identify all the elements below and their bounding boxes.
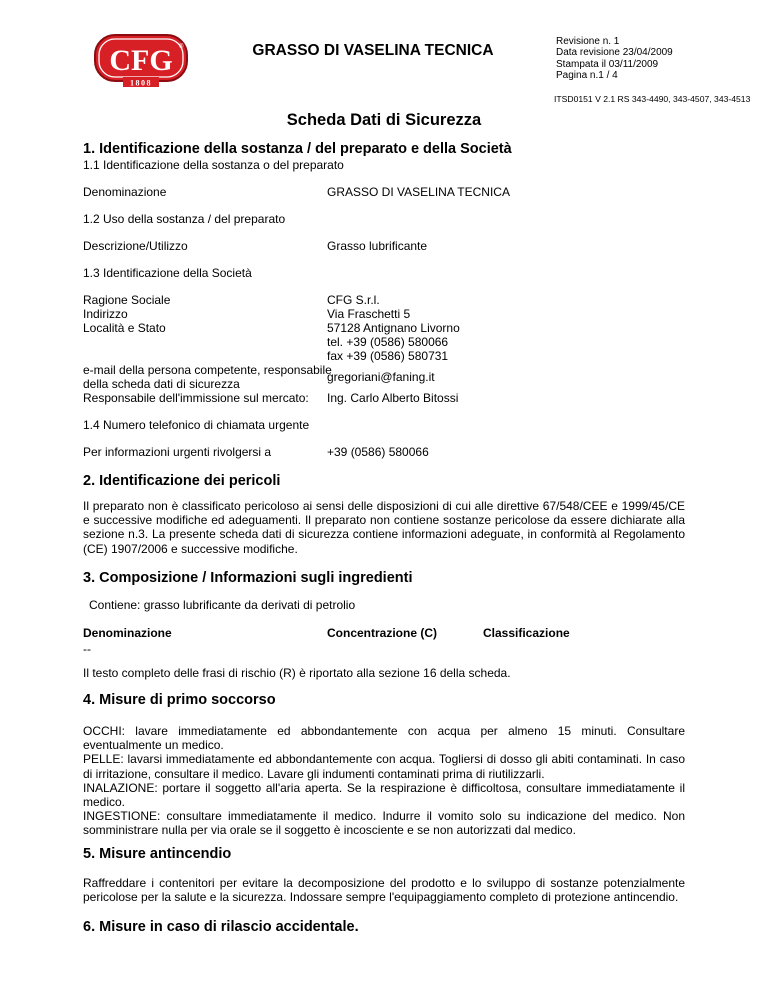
first-aid-inhalation: INALAZIONE: portare il soggetto all'aria aperta. Se la respirazione è difficoltosa, consultare immediatamente il medico. xyxy=(83,780,685,810)
section-3-heading: 3. Composizione / Informazioni sugli ingredienti xyxy=(83,570,413,586)
email-label xyxy=(83,363,332,405)
subsection-1-2: 1.2 Uso della sostanza / del preparato xyxy=(83,212,286,226)
print-date: Stampata il 03/11/2009 xyxy=(556,58,659,70)
section-6-heading: 6. Misure in caso di rilascio accidentale. xyxy=(83,919,359,935)
uso-value: Grasso lubrificante xyxy=(327,239,428,253)
urgent-phone: +39 (0586) 580066 xyxy=(327,445,429,459)
first-aid-eyes: OCCHI: lavare immediatamente ed abbondantemente con acqua per almeno 15 minuti. Consultare eventualmente un medico. xyxy=(83,724,685,753)
email-label-line-2: della scheda dati di sicurezza xyxy=(83,377,240,391)
company-location: 57128 Antignano Livorno xyxy=(327,321,460,335)
company-location-label: Località e Stato xyxy=(83,321,166,335)
first-aid-skin: PELLE: lavarsi immediatamente ed abbondantemente con acqua. Togliersi di dosso gli abiti contaminati. In caso di irritazione, consultare il medico. Lavare gli indumenti contaminati prima di riutilizzarli. xyxy=(83,752,685,781)
email-value: gregoriani@faning.it xyxy=(327,370,435,384)
subsection-1-4: 1.4 Numero telefonico di chiamata urgente xyxy=(83,418,310,432)
col-denominazione: Denominazione xyxy=(83,626,172,640)
company-address-label: Indirizzo xyxy=(83,307,128,321)
company-values xyxy=(327,293,460,363)
section-1-heading: 1. Identificazione della sostanza / del preparato e della Società xyxy=(83,141,512,157)
document-code: ITSD0151 V 2.1 RS 343-4490, 343-4507, 343-4513 xyxy=(554,94,751,104)
section-4-heading: 4. Misure di primo soccorso xyxy=(83,692,276,708)
first-aid-ingestion: INGESTIONE: consultare immediatamente il medico. Indurre il vomito solo su indicazione del medico. Non somministrare nulla per via orale se il soggetto è incosciente e se non autorizzati dal medico. xyxy=(83,809,685,838)
denominazione-value: GRASSO DI VASELINA TECNICA xyxy=(327,185,510,199)
revision-date: Data revisione 23/04/2009 xyxy=(556,47,673,59)
company-name: CFG S.r.l. xyxy=(327,293,380,307)
company-fax: fax +39 (0586) 580731 xyxy=(327,349,449,363)
svg-text:®: ® xyxy=(179,44,184,50)
col-concentrazione: Concentrazione (C) xyxy=(327,626,438,640)
section-2-heading: 2. Identificazione dei pericoli xyxy=(83,473,281,489)
first-aid-text xyxy=(83,724,685,838)
company-name-label: Ragione Sociale xyxy=(83,293,171,307)
subsection-1-1: 1.1 Identificazione della sostanza o del preparato xyxy=(83,158,344,172)
denominazione-label: Denominazione xyxy=(83,185,167,199)
company-address: Via Fraschetti 5 xyxy=(327,307,411,321)
logo-text: CFG xyxy=(109,44,173,77)
responsible-value: Ing. Carlo Alberto Bitossi xyxy=(327,391,459,405)
revision-info xyxy=(556,36,673,82)
contains-text: Contiene: grasso lubrificante da derivati di petrolio xyxy=(89,598,356,612)
email-label-line-1: e-mail della persona competente, responsabile xyxy=(83,363,332,377)
subsection-1-3: 1.3 Identificazione della Società xyxy=(83,266,252,280)
revision-number: Revisione n. 1 xyxy=(556,36,620,47)
section-2-text: Il preparato non è classificato pericoloso ai sensi delle disposizioni di cui alle direttive 67/548/CEE e 1999/45/CE e successive modifiche ed adeguamenti. Il preparato non contiene sostanze pericolose da essere dichiarate alla sezione n.3. La presente scheda dati di sicurezza contiene informazioni adeguate, in conformità al Regolamento (CE) 1907/2006 e successive modifiche. xyxy=(83,499,685,556)
urgent-label: Per informazioni urgenti rivolgersi a xyxy=(83,445,272,459)
section-5-text: Raffreddare i contenitori per evitare la decomposizione del prodotto e lo sviluppo di sostanze potenzialmente pericolose per la salute e la sicurezza. Indossare sempre l'equipaggiamento completo di protezione antincendio. xyxy=(83,876,685,905)
company-phone: tel. +39 (0586) 580066 xyxy=(327,335,449,349)
risk-phrases-note: Il testo completo delle frasi di rischio (R) è riportato alla sezione 16 della scheda. xyxy=(83,666,511,680)
section-5-heading: 5. Misure antincendio xyxy=(83,846,232,862)
logo-year: 1808 xyxy=(130,78,152,88)
header-title: GRASSO DI VASELINA TECNICA xyxy=(252,42,494,59)
cfg-logo xyxy=(93,33,189,89)
page-title: Scheda Dati di Sicurezza xyxy=(286,111,482,129)
responsible-label: Responsabile dell'immissione sul mercato: xyxy=(83,391,309,405)
company-labels xyxy=(83,293,170,335)
ingredient-placeholder: -- xyxy=(83,642,91,656)
page-number: Pagina n.1 / 4 xyxy=(556,70,618,82)
col-classificazione: Classificazione xyxy=(483,626,570,640)
uso-label: Descrizione/Utilizzo xyxy=(83,239,188,253)
